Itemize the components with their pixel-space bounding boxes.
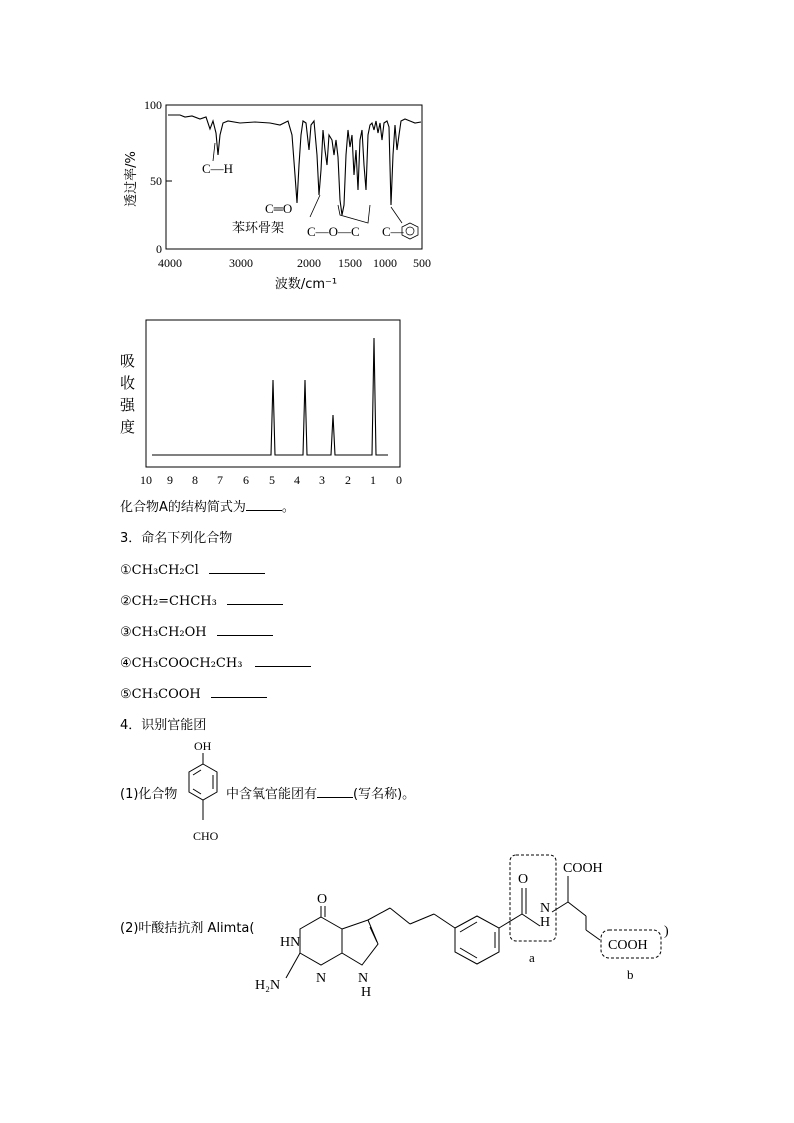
nmr-xtick: 0 [396,473,402,487]
pyrrole-h-label: H [361,985,372,1000]
nmr-spectrum-chart [140,318,410,494]
nmr-trace [152,338,388,455]
nmr-xtick: 10 [140,473,152,487]
q3-item-formula: CH₃COOH [131,687,201,702]
q4-1-answer-blank[interactable] [317,797,353,798]
cooh-top-label: COOH [563,861,603,876]
q3-item-num: ⑤ [120,687,132,702]
benzene-icon [402,223,418,239]
nmr-xtick: 9 [167,473,173,487]
ir-label-co: C═O [265,201,293,216]
alimta-structure [250,850,680,1000]
cho-label: CHO [193,829,219,843]
q4-1-prefix: (1)化合物 [120,787,178,802]
q4-1-suffix: 中含氧官能团有 [226,787,318,802]
nmr-xtick: 8 [192,473,198,487]
amide-o-label: O [518,872,529,887]
ir-ytick-0: 0 [156,242,162,256]
group-a-label: a [529,950,535,965]
q3-title: 3．命名下列化合物 [120,531,233,546]
q3-item-formula: CH₃CH₂Cl [131,563,199,578]
q3-item [120,563,265,579]
h2n-label: H₂N [255,978,281,993]
pyrrole-n-label: N [358,971,369,986]
q3-item-num: ④ [120,656,132,671]
amide-h-label: H [540,915,551,930]
ir-ylabel: 透过率/% [124,151,139,207]
ir-label-coc: C—O—C [307,224,360,239]
q4-2-prefix: (2)叶酸拮抗剂 Alimta( [120,921,255,936]
q3-item [120,656,311,672]
ir-ytick-50: 50 [150,174,162,188]
amide-n-label: N [540,901,551,916]
cooh-b-label: COOH [608,938,648,953]
ir-xtick-2000: 2000 [297,256,321,270]
q3-answer-blank[interactable] [217,635,273,636]
q4-1-end: (写名称)。 [353,787,416,802]
q3-item [120,687,267,703]
ir-xtick-1500: 1500 [338,256,362,270]
nmr-xtick: 3 [319,473,325,487]
nmr-ylabel-char: 吸 [120,352,136,370]
q4-title: 4．识别官能团 [120,718,207,733]
q2-answer-blank[interactable] [246,510,282,511]
ir-label-cph: C— [382,224,404,239]
q3-item [120,594,283,610]
q3-answer-blank[interactable] [211,697,267,698]
ir-label-ring: 苯环骨架 [232,221,285,236]
hn-label: HN [280,935,301,950]
ir-spectrum-chart [110,95,440,295]
nmr-ylabel-char: 度 [120,418,136,436]
ir-xtick-500: 500 [413,256,431,270]
q4-1-suffix-line [226,787,415,803]
closing-paren: ) [664,924,669,939]
q3-answer-blank[interactable] [209,573,265,574]
q2-end: 。 [281,500,295,515]
q3-item-formula: CH₃CH₂OH [131,625,207,640]
q3-item-formula: CH₂=CHCH₃ [131,594,217,609]
q3-answer-blank[interactable] [255,666,311,667]
oh-label: OH [194,739,212,753]
ir-xtick-1000: 1000 [373,256,397,270]
nmr-xtick: 4 [294,473,300,487]
q2-line [120,500,295,516]
nmr-xtick: 7 [217,473,223,487]
ir-xtick-4000: 4000 [158,256,182,270]
q3-answer-blank[interactable] [227,604,283,605]
nmr-xtick: 1 [370,473,376,487]
q3-item-formula: CH₃COOCH₂CH₃ [131,656,243,671]
ir-ytick-100: 100 [144,98,162,112]
q2-text: 化合物A的结构简式为 [120,500,246,515]
nmr-ylabel [120,350,136,438]
nmr-xtick: 5 [269,473,275,487]
ring-n-label: N [316,971,327,986]
q3-item-num: ③ [120,625,132,640]
ir-label-ch: C—H [202,161,234,176]
q3-item [120,625,273,641]
nmr-ylabel-char: 强 [120,396,136,414]
q3-item-num: ① [120,563,132,578]
q3-item-num: ② [120,594,132,609]
hydroxybenzaldehyde-structure [176,736,226,848]
nmr-xtick: 2 [345,473,351,487]
group-b-label: b [627,967,634,982]
ir-xlabel: 波数/cm⁻¹ [274,277,338,292]
carbonyl-o-label: O [317,892,328,907]
ir-xtick-3000: 3000 [229,256,253,270]
nmr-ylabel-char: 收 [120,374,136,392]
nmr-xtick: 6 [243,473,249,487]
